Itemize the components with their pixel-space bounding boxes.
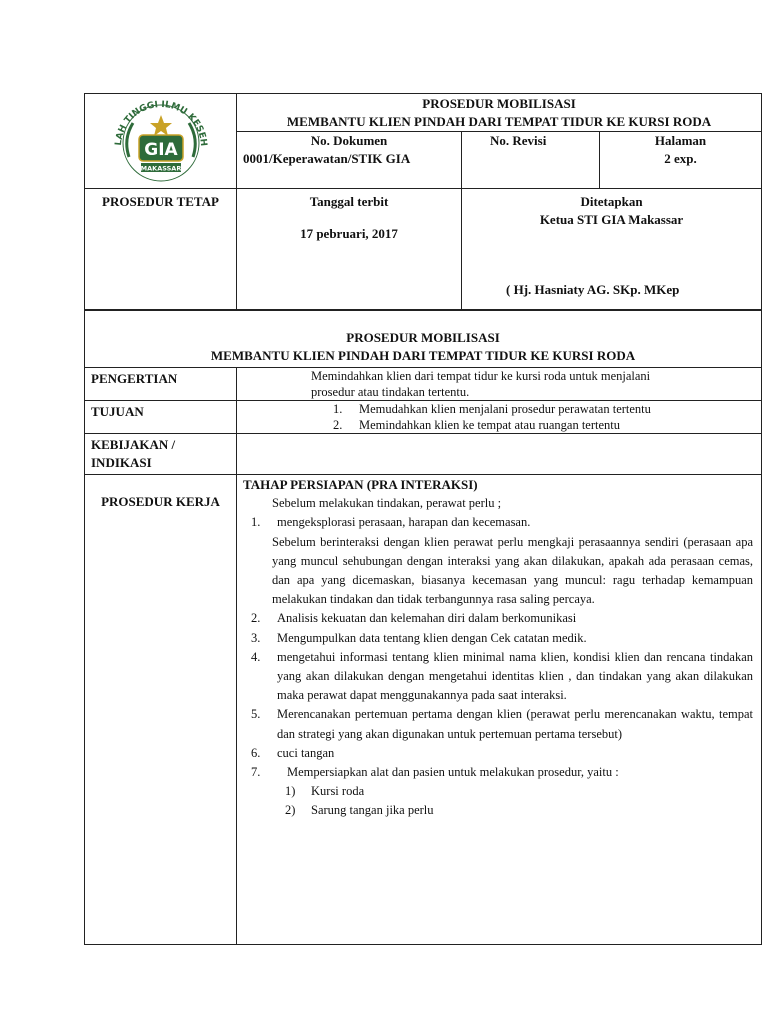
prosedur-tetap-cell bbox=[85, 189, 237, 310]
header-title-line1: PROSEDUR MOBILISASI bbox=[422, 96, 576, 111]
prosedur-tetap-label: PROSEDUR TETAP bbox=[102, 194, 219, 209]
no-dokumen-label: No. Dokumen bbox=[310, 133, 388, 149]
tujuan-item: 1. Memudahkan klien menjalani prosedur perawatan tertentu bbox=[333, 402, 651, 416]
no-revisi-label: No. Revisi bbox=[490, 133, 547, 149]
step1-paragraph: Sebelum berinteraksi dengan klien perawat perlu mengkaji perasaannya sendiri (perasaan apa yang muncul sehubungan dengan interaksi yang akan dilakukan, apakah ada perasaan cemas, dan apa yang dicemaskan, biasanya kecemasan yang muncul: ragu terhadap kemampuan melakukan tindakan dan tidak terbangunnya rasa saling percaya. bbox=[272, 534, 754, 607]
pengertian-text bbox=[237, 368, 762, 401]
no-dokumen-value: 0001/Keperawatan/STIK GIA bbox=[243, 151, 411, 167]
step-item: 5. Merencanakan pertemuan pertama dengan klien (perawat perlu merencanakan waktu, tempat dan strategi yang akan digunakan untuk pertemuan pertama tersebut) bbox=[251, 707, 754, 741]
tujuan-label: TUJUAN bbox=[85, 401, 237, 434]
procedure-table bbox=[84, 310, 762, 945]
tujuan-row bbox=[85, 401, 762, 434]
tanggal-cell bbox=[237, 189, 462, 310]
sub-item: 2) Sarung tangan jika perlu bbox=[285, 803, 434, 818]
pengertian-line1: Memindahkan klien dari tempat tidur ke kursi roda untuk menjalani bbox=[311, 369, 651, 383]
signer-name: ( Hj. Hasniaty AG. SKp. MKep bbox=[506, 282, 680, 297]
kebijakan-label: KEBIJAKAN / INDIKASI bbox=[85, 434, 237, 475]
step-item: 3. Mengumpulkan data tentang klien dengan Cek catatan medik. bbox=[251, 630, 587, 645]
section-title bbox=[85, 311, 762, 368]
intro-text: Sebelum melakukan tindakan, perawat perlu ; bbox=[272, 496, 502, 511]
prosedur-kerja-row bbox=[85, 475, 762, 945]
step-item: 6. cuci tangan bbox=[251, 745, 335, 760]
pengertian-row bbox=[85, 368, 762, 401]
ditetapkan-label: Ditetapkan bbox=[580, 194, 643, 209]
header-title-line2: MEMBANTU KLIEN PINDAH DARI TEMPAT TIDUR KE KURSI RODA bbox=[286, 114, 712, 129]
pengertian-line2: prosedur atau tindakan tertentu. bbox=[311, 385, 470, 399]
star-icon bbox=[150, 115, 172, 136]
prosedur-kerja-content bbox=[237, 475, 762, 945]
tahap-heading: TAHAP PERSIAPAN (PRA INTERAKSI) bbox=[243, 477, 478, 492]
no-dokumen-cell bbox=[237, 132, 462, 189]
halaman-value: 2 exp. bbox=[664, 151, 697, 167]
step-item: 1. mengeksplorasi perasaan, harapan dan kecemasan. bbox=[251, 515, 531, 530]
tanggal-label: Tanggal terbit bbox=[309, 194, 389, 209]
ditetapkan-cell bbox=[462, 189, 762, 310]
tanggal-value: 17 pebruari, 2017 bbox=[300, 226, 398, 241]
ketua-label: Ketua STI GIA Makassar bbox=[539, 212, 684, 227]
header-table bbox=[84, 93, 762, 310]
tujuan-item: 2. Memindahkan klien ke tempat atau ruangan tertentu bbox=[333, 418, 621, 432]
logo-banner-text: MAKASSAR bbox=[140, 164, 181, 172]
halaman-cell bbox=[600, 132, 762, 189]
section-title-line2: MEMBANTU KLIEN PINDAH DARI TEMPAT TIDUR KE KURSI RODA bbox=[210, 348, 636, 363]
logo-center-text: GIA bbox=[143, 139, 178, 160]
prosedur-kerja-label: PROSEDUR KERJA bbox=[85, 475, 237, 945]
sub-item: 1) Kursi roda bbox=[285, 784, 365, 799]
kebijakan-value bbox=[237, 434, 762, 475]
tujuan-list bbox=[237, 401, 762, 434]
logo-cell bbox=[85, 94, 237, 189]
school-logo bbox=[105, 95, 217, 183]
logo-arc-text: LAH TINGGI ILMU KESEH bbox=[113, 99, 208, 147]
halaman-label: Halaman bbox=[654, 133, 707, 149]
step-item: 2. Analisis kekuatan dan kelemahan diri dalam berkomunikasi bbox=[251, 611, 577, 626]
no-revisi-cell bbox=[462, 132, 600, 189]
kebijakan-row bbox=[85, 434, 762, 475]
section-title-line1: PROSEDUR MOBILISASI bbox=[346, 330, 500, 345]
step-item: 4. mengetahui informasi tentang klien minimal nama klien, kondisi klien dan rencana tindakan yang akan dilakukan dengan mengetahui identitas klien , dan tindakan yang akan dilakukan maka perawat dapat menggunakannya pada saat interaksi. bbox=[251, 649, 754, 703]
sop-document bbox=[84, 93, 761, 945]
pengertian-label: PENGERTIAN bbox=[85, 368, 237, 401]
step-item: 7. Mempersiapkan alat dan pasien untuk melakukan prosedur, yaitu : bbox=[251, 765, 619, 780]
header-title bbox=[237, 94, 762, 132]
